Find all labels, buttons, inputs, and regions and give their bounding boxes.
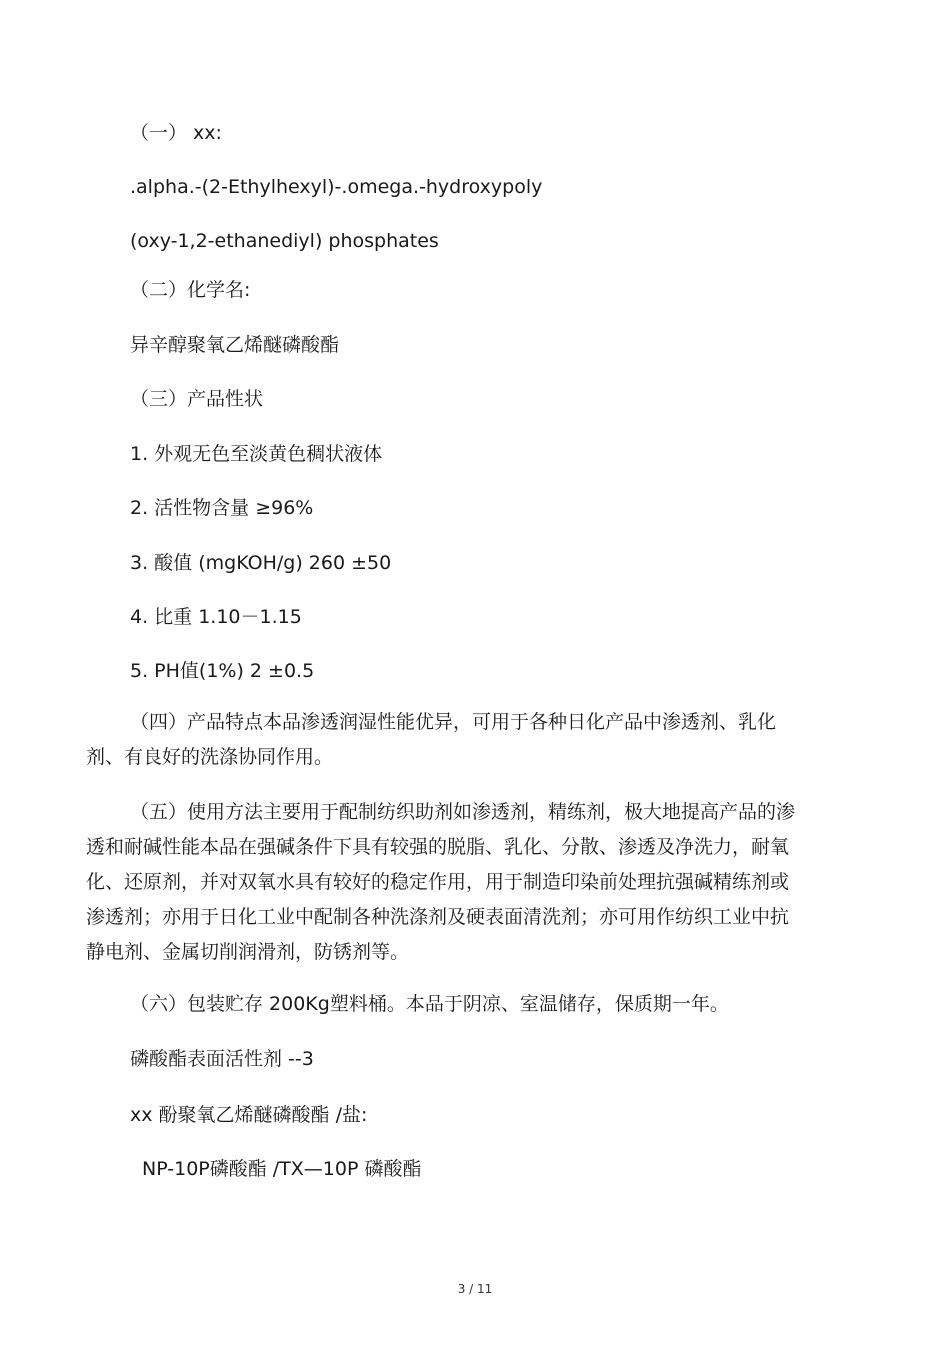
product-names: NP-10P磷酸酯 /TX—10P 磷酸酯 [142, 1158, 422, 1180]
section-2-heading: （二）化学名: [130, 279, 251, 301]
section-phosphate-heading: 磷酸酯表面活性剂 --3 [130, 1048, 314, 1070]
paragraph-features: （四）产品特点本品渗透润湿性能优异，可用于各种日化产品中渗透剂、乳化剂、有良好的洗涤协同作用。 [86, 711, 777, 768]
property-appearance: 1. 外观无色至淡黄色稠状液体 [130, 443, 383, 465]
property-specific-gravity: 4. 比重 1.10－1.15 [130, 606, 302, 628]
section-phosphate-subheading: xx 酚聚氧乙烯醚磷酸酯 /盐: [130, 1104, 368, 1126]
section-1-heading: （一） xx: [130, 122, 222, 144]
property-acid-value: 3. 酸值 (mgKOH/g) 260 ±50 [130, 552, 392, 574]
paragraph-packaging: （六）包装贮存 200Kg塑料桶。本品于阴凉、室温储存，保质期一年。 [130, 993, 729, 1015]
page-number: 3 / 11 [457, 1282, 493, 1296]
property-active-content: 2. 活性物含量 ≥96% [130, 497, 314, 519]
paragraph-usage: （五）使用方法主要用于配制纺织助剂如渗透剂，精练剂，极大地提高产品的渗透和耐碱性能本品在强碱条件下具有较强的脱脂、乳化、分散、渗透及净洗力，耐氧化、还原剂，并对双氧水具有较好的稳定作用，用于制造印染前处理抗强碱精练剂或渗透剂；亦用于日化工业中配制各种洗涤剂及硬表面清洗剂；亦可用作纺织工业中抗静电剂、金属切削润滑剂，防锈剂等。 [86, 801, 796, 963]
english-name-line-2: (oxy-1,2-ethanediyl) phosphates [130, 230, 439, 252]
section-3-heading: （三）产品性状 [130, 388, 264, 410]
chemical-name: 异辛醇聚氧乙烯醚磷酸酯 [130, 334, 340, 356]
property-ph-value: 5. PH值(1%) 2 ±0.5 [130, 660, 315, 682]
english-name-line-1: .alpha.-(2-Ethylhexyl)-.omega.-hydroxypoly [130, 176, 543, 198]
